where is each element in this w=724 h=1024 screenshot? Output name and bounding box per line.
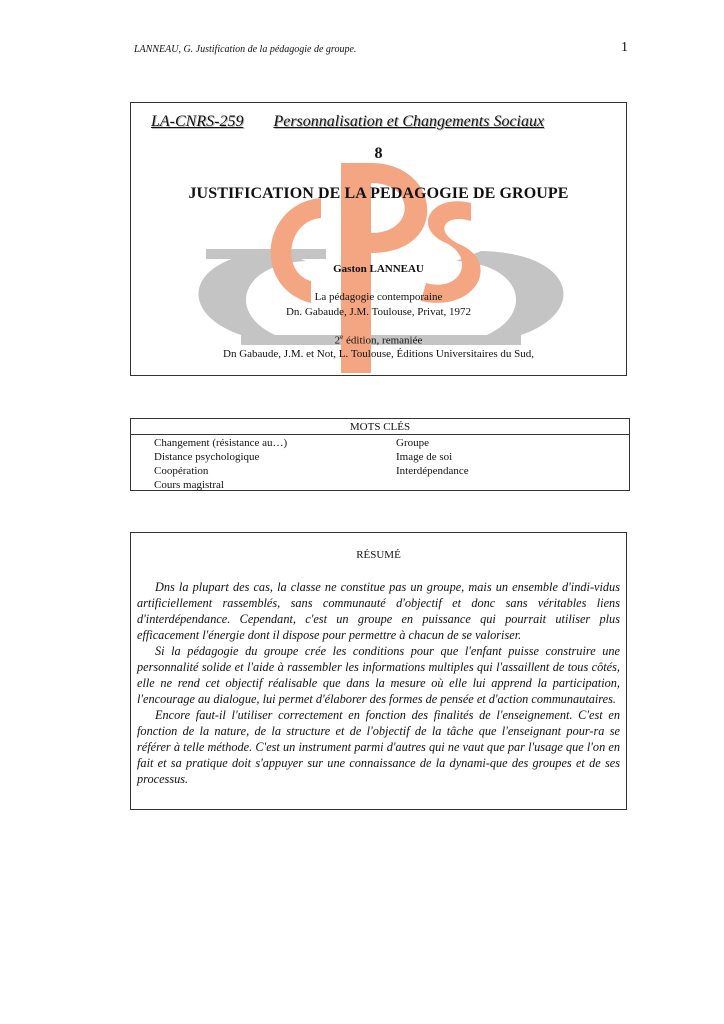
series-title: Personnalisation et Changements Sociaux: [273, 113, 545, 130]
edition-superscript: e: [340, 333, 344, 341]
keyword: Cours magistral: [154, 479, 224, 491]
summary-paragraph: Encore faut-il l'utiliser correctement en fonction des finalités de l'enseignement. C'est en fonction de la nature, de la structure et de l'objectif de la tâche que l'enseignant pour-ra se référer à telle méthode. C'est un instrument parmi d'autres qui ne vaut que par l'usage que l'on en fait et sa pratique doit s'appuyer sur une connaissance de la dynami-que des groupes et de ses processus.: [137, 708, 620, 786]
logo-orange-s: [421, 201, 481, 303]
document-number: 8: [374, 145, 383, 162]
summary-title: RÉSUMÉ: [356, 549, 401, 561]
keywords-right-column: [396, 436, 469, 478]
keywords-left-column: [154, 436, 287, 492]
page-number: 1: [621, 40, 628, 55]
source-line-1: La pédagogie contemporaine: [314, 291, 443, 303]
logo-grey-bar-top: [206, 249, 326, 259]
summary-paragraph: Si la pédagogie du groupe crée les conditions pour que l'enfant puisse construire une personnalité solide et l'aide à rassembler les informations multiples qui l'assaillent de tous côtés, elle ne rend cet objectif réalisable que dans la mesure où elle lui apprend la participation, l'encourage au dialogue, lui permet d'élaborer des formes de pensée et d'action communautaires.: [137, 644, 620, 706]
source-line-2: Dn. Gabaude, J.M. Toulouse, Privat, 1972: [285, 306, 472, 318]
edition-number: 2: [334, 334, 341, 347]
keyword: Groupe: [396, 437, 429, 449]
keywords-box: [130, 418, 630, 491]
series-heading: [151, 113, 544, 131]
keyword: Interdépendance: [396, 465, 469, 477]
edition-line: [131, 333, 626, 347]
document-title: JUSTIFICATION DE LA PEDAGOGIE DE GROUPE: [188, 185, 569, 202]
author: Gaston LANNEAU: [333, 263, 424, 275]
publisher-line: Dn Gabaude, J.M. et Not, L. Toulouse, Éditions Universitaires du Sud,: [223, 348, 534, 360]
summary-paragraph: Dns la plupart des cas, la classe ne constitue pas un groupe, mais un ensemble d'indi-vidus artificiellement rassemblés, sans communauté d'objectif et donc sans véritables liens d'interdépendance. Cependant, c'est un groupe en puissance qui pourrait utiliser plus efficacement l'énergie dont il dispose pour permettre à chacun de se valoriser.: [137, 580, 620, 642]
keywords-header: MOTS CLÉS: [131, 419, 629, 435]
keyword: Image de soi: [396, 451, 453, 463]
summary-box: [130, 532, 627, 810]
logo-orange-p-bowl: [371, 163, 427, 253]
keyword: Changement (résistance au…): [154, 437, 288, 449]
edition-text: édition, remaniée: [343, 334, 423, 347]
running-head: LANNEAU, G. Justification de la pédagogie de groupe.: [134, 44, 357, 55]
keyword: Coopération: [154, 465, 209, 477]
series-code: LA-CNRS-259: [151, 113, 244, 130]
title-box: [130, 102, 627, 376]
keyword: Distance psychologique: [154, 451, 260, 463]
